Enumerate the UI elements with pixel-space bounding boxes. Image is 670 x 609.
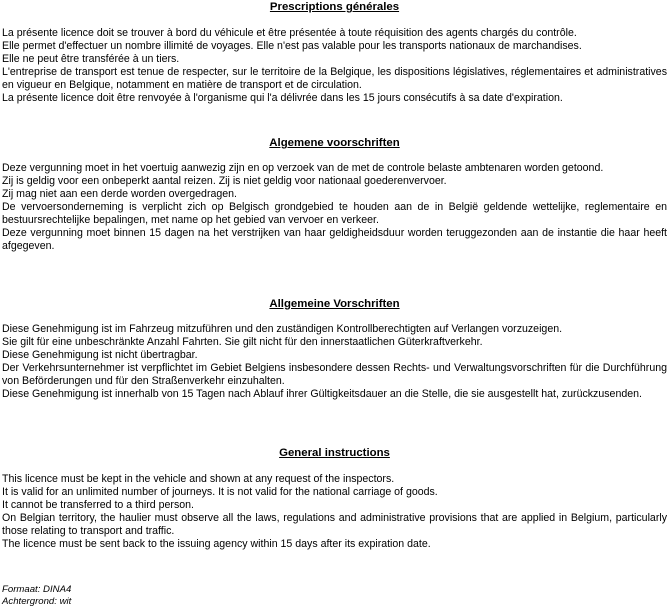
paragraph: Zij is geldig voor een onbeperkt aantal reizen. Zij is niet geldig voor nationaal goederenvervoer. <box>2 175 447 187</box>
section-heading-french: Prescriptions générales <box>269 1 400 13</box>
paragraph: De vervoersonderneming is verplicht zich op Belgisch grondgebied te houden aan de in België geldende wettelijke, reglementaire en bestuursrechtelijke bepalingen, met name op het gebied van vervoer en verkeer. <box>2 201 667 226</box>
footer-format: Formaat: DINA4 <box>2 584 72 595</box>
section-english <box>2 446 667 551</box>
paragraph: On Belgian territory, the haulier must observe all the laws, regulations and administrative provisions that are applied in Belgium, particularly those relating to transport and traffic. <box>2 512 667 537</box>
section-dutch <box>2 136 667 253</box>
paragraph: Diese Genehmigung ist innerhalb von 15 Tagen nach Ablauf ihrer Gültigkeitsdauer an die Stelle, die sie ausgestellt hat, zurückzusenden. <box>2 388 642 400</box>
section-heading-english: General instructions <box>279 447 390 459</box>
paragraph: Diese Genehmigung ist nicht übertragbar. <box>2 349 198 361</box>
section-french <box>2 0 667 105</box>
paragraph: Elle permet d'effectuer un nombre illimité de voyages. Elle n'est pas valable pour les transports nationaux de marchandises. <box>2 40 582 52</box>
paragraph: Der Verkehrsunternehmer ist verpflichtet im Gebiet Belgiens insbesondere dessen Rechts- und Verwaltungsvorschriften für die Durchführung von Beförderungen und für den Straßenverkehr einzuhalten. <box>2 362 667 387</box>
paragraph: La présente licence doit se trouver à bord du véhicule et être présentée à toute réquisition des agents chargés du contrôle. <box>2 27 577 39</box>
paragraph: It cannot be transferred to a third person. <box>2 499 194 511</box>
section-heading-dutch: Algemene voorschriften <box>269 137 400 149</box>
paragraph: This licence must be kept in the vehicle and shown at any request of the inspectors. <box>2 473 395 485</box>
paragraph: Sie gilt für eine unbeschränkte Anzahl Fahrten. Sie gilt nicht für den innerstaatlichen Güterkraftverkehr. <box>2 336 483 348</box>
paragraph: Diese Genehmigung ist im Fahrzeug mitzuführen und den zuständigen Kontrollberechtigten auf Verlangen vorzuzeigen. <box>2 323 563 335</box>
section-german <box>2 297 667 401</box>
paragraph: Deze vergunning moet binnen 15 dagen na het verstrijken van haar geldigheidsduur worden teruggezonden aan de instantie die haar heeft afgegeven. <box>2 227 667 252</box>
paragraph: It is valid for an unlimited number of journeys. It is not valid for the national carriage of goods. <box>2 486 438 498</box>
paragraph: L'entreprise de transport est tenue de respecter, sur le territoire de la Belgique, les dispositions législatives, réglementaires et administratives en vigueur en Belgique, notamment en matière de transport et de circulation. <box>2 66 667 91</box>
paragraph: The licence must be sent back to the issuing agency within 15 days after its expiration date. <box>2 538 431 550</box>
paragraph: Deze vergunning moet in het voertuig aanwezig zijn en op verzoek van de met de controle belaste ambtenaren worden getoond. <box>2 162 604 174</box>
footer-background: Achtergrond: wit <box>2 596 72 607</box>
paragraph: Elle ne peut être transférée à un tiers. <box>2 53 180 65</box>
section-heading-german: Allgemeine Vorschriften <box>269 298 400 310</box>
paragraph: La présente licence doit être renvoyée à l'organisme qui l'a délivrée dans les 15 jours consécutifs à sa date d'expiration. <box>2 92 563 104</box>
paragraph: Zij mag niet aan een derde worden overgedragen. <box>2 188 237 200</box>
